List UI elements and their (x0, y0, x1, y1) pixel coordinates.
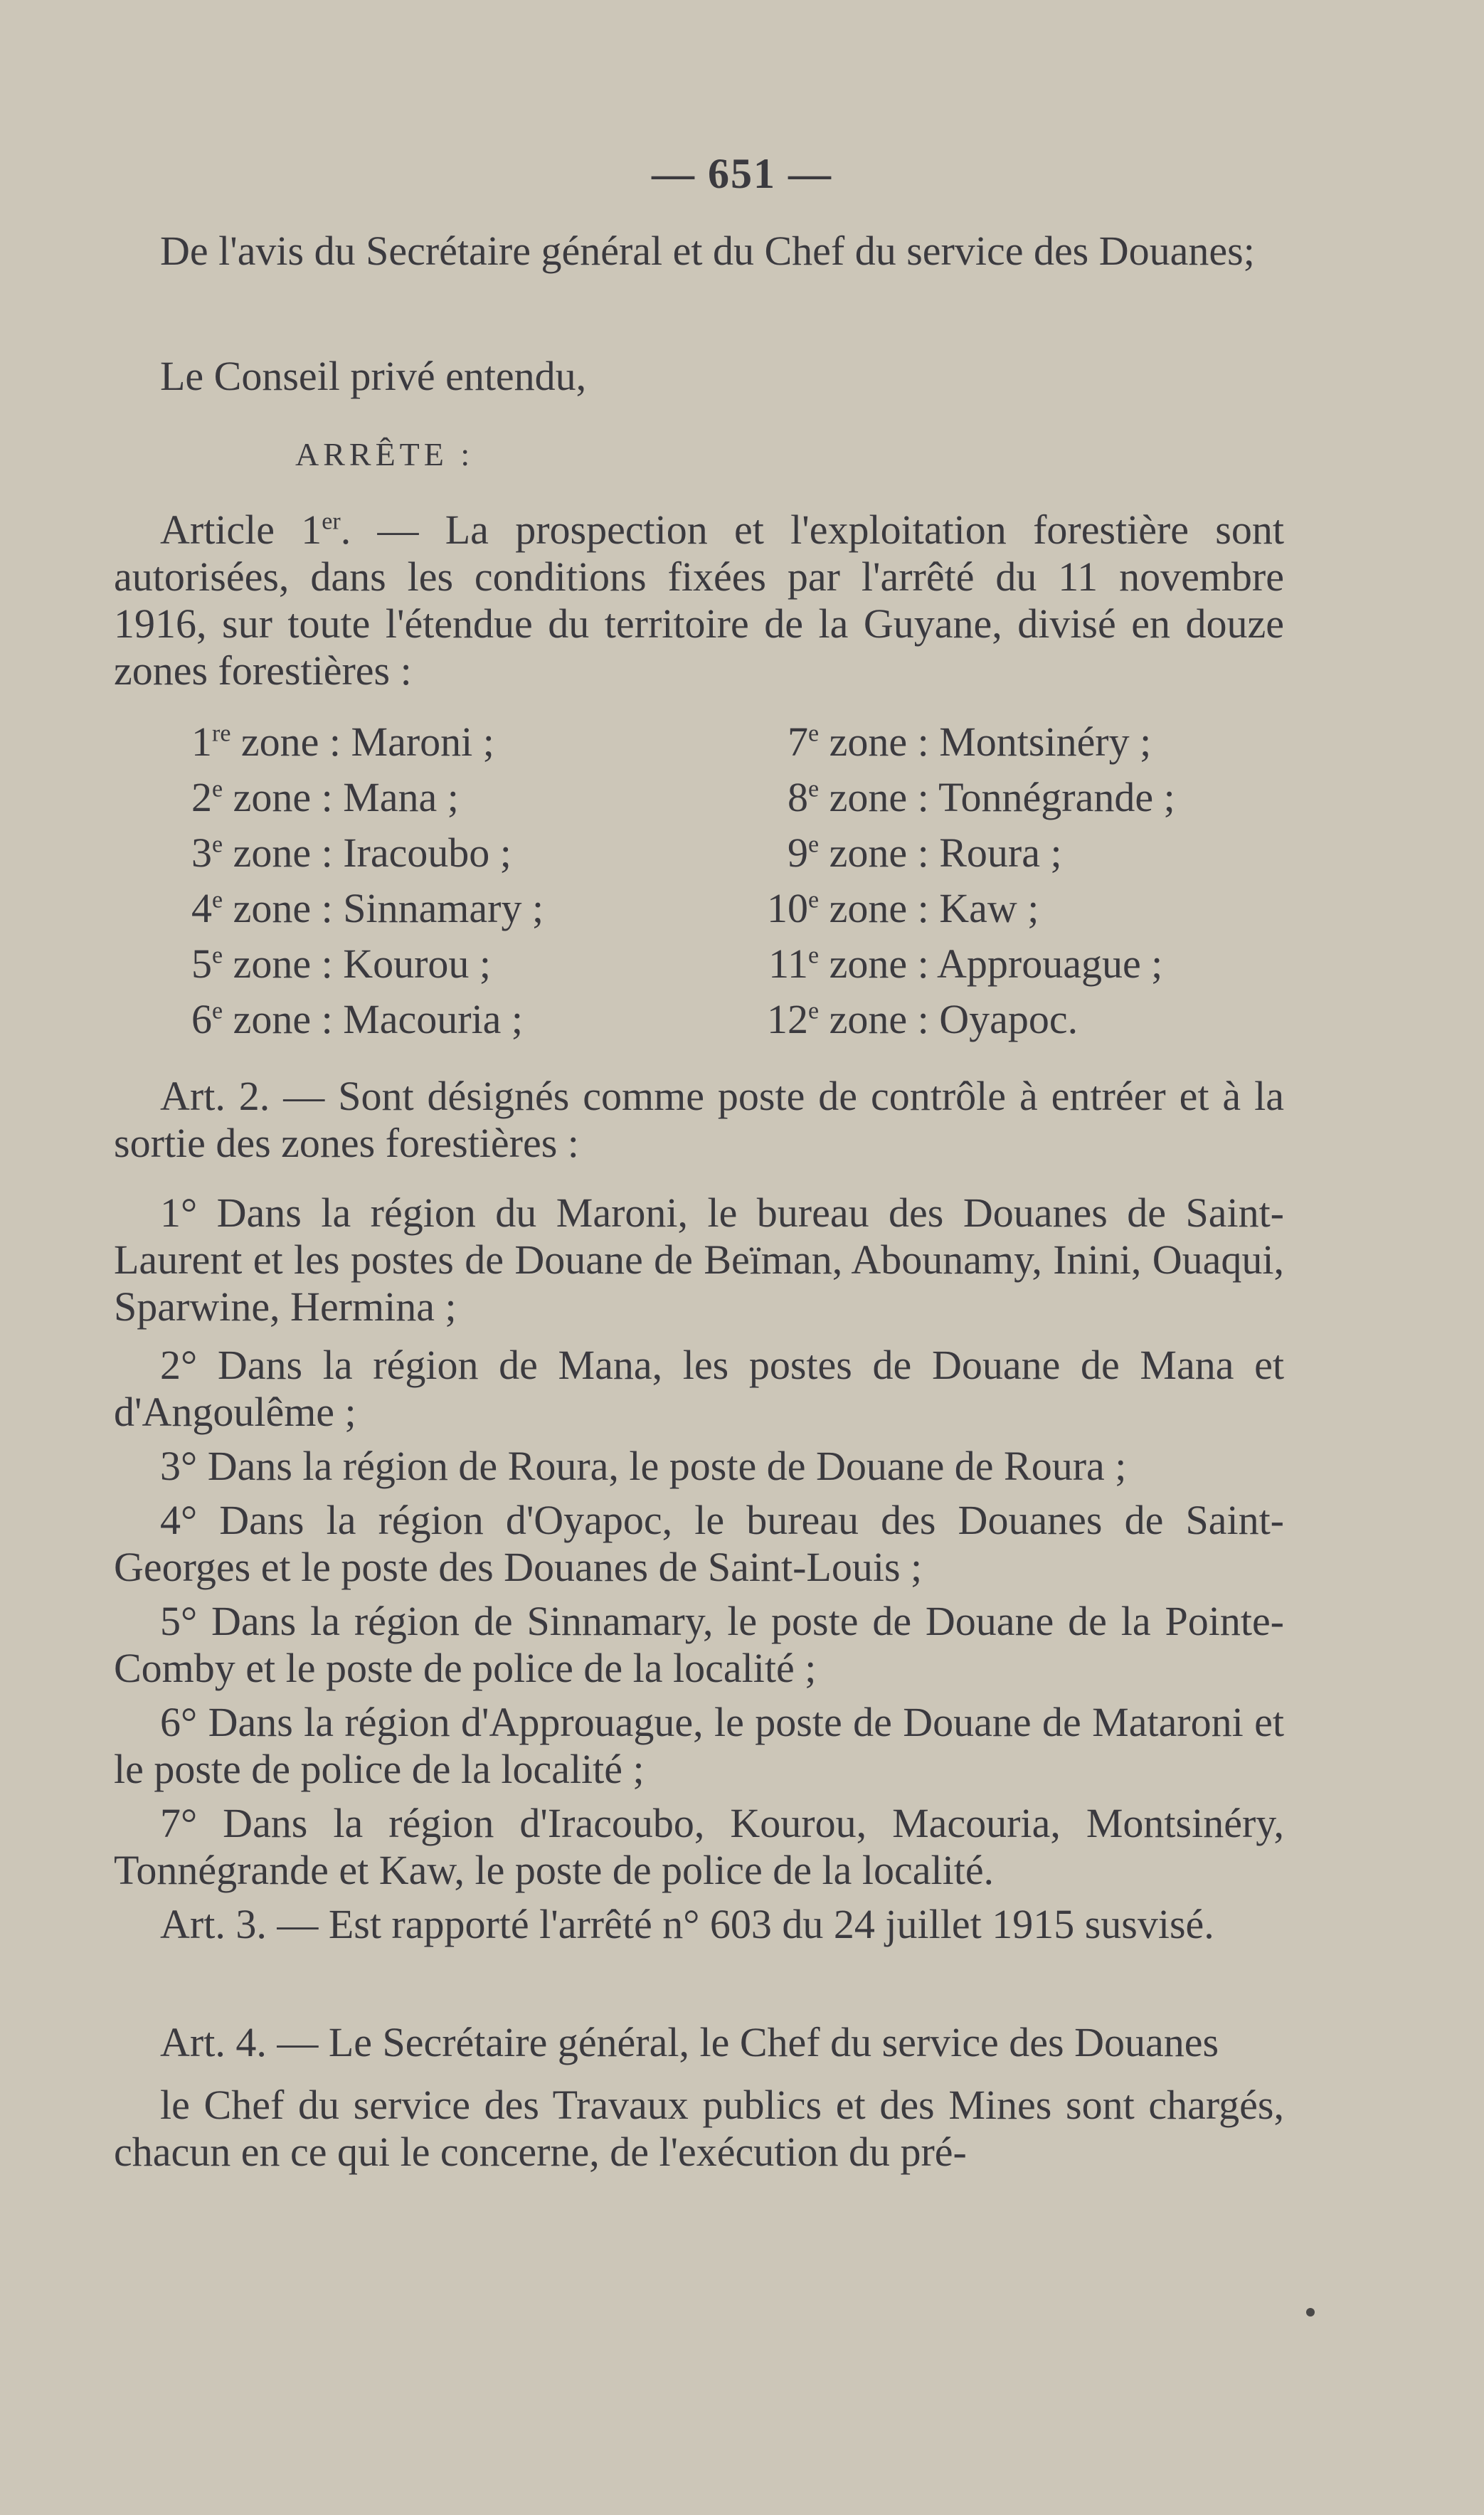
zone-item (155, 941, 491, 988)
article-1-sup: er (322, 508, 341, 535)
zone-sup: e (212, 831, 223, 858)
zone-sup: e (808, 831, 820, 858)
zone-item (746, 885, 1039, 932)
zone-number: 3 (191, 830, 212, 876)
zone-number: 9 (788, 830, 808, 876)
zone-number: 4 (191, 885, 212, 931)
post-item-3: 3° Dans la région de Roura, le poste de Douane de Roura ; (160, 1443, 1127, 1489)
zone-name: zone : Oyapoc. (829, 996, 1078, 1042)
zone-number: 2 (191, 774, 212, 820)
zone-name: zone : Roura ; (829, 830, 1062, 876)
zone-name: zone : Macouria ; (233, 996, 524, 1042)
post-item-4: 4° Dans la région d'Oyapoc, le bureau des Douanes de Saint-Georges et le poste des Douanes de Saint-Louis ; (114, 1497, 1284, 1590)
zone-number: 5 (191, 941, 212, 987)
zone-item (746, 719, 1151, 766)
zone-number: 1 (191, 719, 212, 765)
zone-name: zone : Tonnégrande ; (829, 774, 1175, 820)
zone-item (746, 830, 1062, 877)
zone-name: zone : Kourou ; (233, 941, 492, 987)
zone-sup: e (212, 775, 223, 803)
zone-sup: e (808, 997, 820, 1024)
zone-number: 8 (788, 774, 808, 820)
page-number: — 651 — (652, 150, 832, 197)
zone-sup: e (808, 886, 820, 914)
zone-number: 11 (768, 941, 808, 987)
ink-speck (1306, 2308, 1315, 2317)
council-paragraph: Le Conseil privé entendu, (160, 353, 587, 399)
post-item-5: 5° Dans la région de Sinnamary, le poste de Douane de la Pointe-Comby et le poste de police de la localité ; (114, 1598, 1284, 1691)
zone-sup: e (808, 775, 820, 803)
intro-paragraph: De l'avis du Secrétaire général et du Chef du service des Douanes; (160, 228, 1255, 274)
zone-name: zone : Iracoubo ; (233, 830, 512, 876)
post-item-2: 2° Dans la région de Mana, les postes de Douane de Mana et d'Angoulême ; (114, 1342, 1284, 1435)
zone-name: zone : Kaw ; (829, 885, 1039, 931)
zone-sup: e (212, 997, 223, 1024)
zone-name: zone : Approuague ; (829, 941, 1163, 987)
post-item-6: 6° Dans la région d'Approuague, le poste de Douane de Mataroni et le poste de police de la localité ; (114, 1699, 1284, 1792)
article-1-text: . — La prospection et l'exploitation forestière sont autorisées, dans les conditions fixées par l'arrêté du 11 novembre 1916, sur toute l'étendue du territoire de la Guyane, divisé en douze zones forestières : (114, 507, 1284, 694)
zone-sup: e (808, 720, 820, 747)
zone-sup: e (808, 942, 820, 969)
article-4-continued: le Chef du service des Travaux publics et des Mines sont chargés, chacun en ce qui le concerne, de l'exécution du pré- (114, 2082, 1284, 2175)
zone-sup: e (212, 886, 223, 914)
article-1 (114, 507, 1284, 694)
zone-sup: e (212, 942, 223, 969)
zone-name: zone : Mana ; (233, 774, 459, 820)
arrete-heading: ARRÊTE : (295, 436, 475, 472)
post-item-1: 1° Dans la région du Maroni, le bureau des Douanes de Saint-Laurent et les postes de Douane de Beïman, Abounamy, Inini, Ouaqui, Sparwine, Hermina ; (114, 1190, 1284, 1330)
zone-item (155, 885, 544, 932)
zone-name: zone : Montsinéry ; (829, 719, 1152, 765)
article-1-lead: Article 1 (160, 507, 322, 553)
zone-number: 10 (767, 885, 808, 931)
zone-item (746, 774, 1175, 821)
zone-number: 6 (191, 996, 212, 1042)
zone-item (155, 996, 523, 1043)
zone-item (746, 996, 1078, 1043)
zone-item (746, 941, 1162, 988)
zone-number: 7 (788, 719, 808, 765)
article-2: Art. 2. — Sont désignés comme poste de contrôle à entréer et à la sortie des zones forestières : (114, 1073, 1284, 1166)
zone-number: 12 (767, 996, 808, 1042)
zone-name: zone : Sinnamary ; (233, 885, 544, 931)
zone-item (155, 774, 459, 821)
zone-item (155, 719, 494, 766)
article-3: Art. 3. — Est rapporté l'arrêté n° 603 du 24 juillet 1915 susvisé. (160, 1901, 1214, 1947)
post-item-7: 7° Dans la région d'Iracoubo, Kourou, Macouria, Montsinéry, Tonnégrande et Kaw, le poste de police de la localité. (114, 1800, 1284, 1893)
zone-name: zone : Maroni ; (240, 719, 494, 765)
zone-item (155, 830, 512, 877)
article-4: Art. 4. — Le Secrétaire général, le Chef du service des Douanes (160, 2019, 1219, 2065)
zone-sup: re (212, 720, 231, 747)
